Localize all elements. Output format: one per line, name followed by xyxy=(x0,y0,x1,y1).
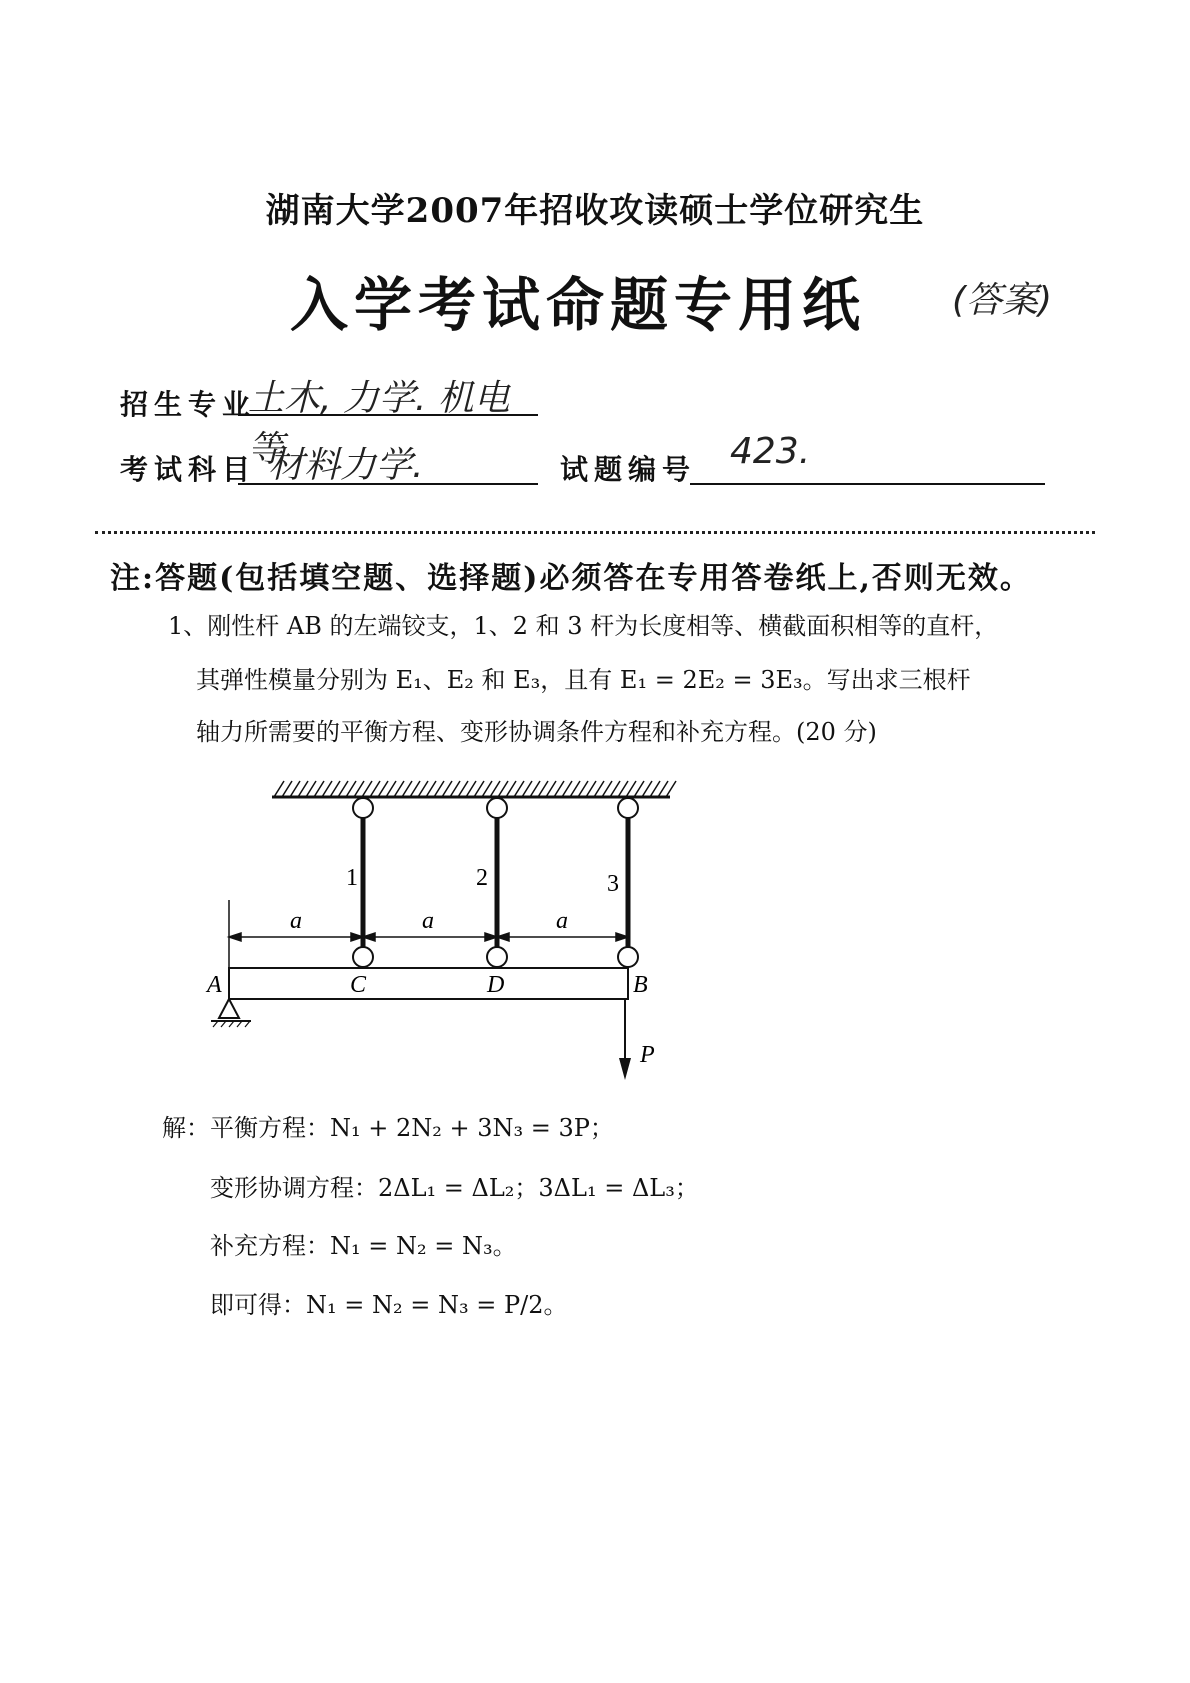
code-label: 试题编号 xyxy=(560,453,697,486)
ceiling-hatch-mark xyxy=(410,781,420,797)
ceiling-hatch-mark xyxy=(642,781,652,797)
ceiling-hatch-mark xyxy=(506,781,516,797)
spacing-label-2: a xyxy=(422,908,434,934)
ceiling-hatch-mark xyxy=(618,781,628,797)
load-label-p: P xyxy=(640,1042,655,1068)
rod-2 xyxy=(487,798,507,967)
ceiling-hatch-mark xyxy=(474,781,484,797)
ceiling-hatch-mark xyxy=(626,781,636,797)
solution-line-3: 补充方程：N₁ = N₂ = N₃。 xyxy=(210,1232,517,1260)
ceiling-hatch-mark xyxy=(282,781,292,797)
ceiling-hatch-mark xyxy=(306,781,316,797)
ceiling-hatch-mark xyxy=(466,781,476,797)
pin-support-a xyxy=(211,999,251,1027)
ceiling-hatch-mark xyxy=(450,781,460,797)
ceiling-hatch-mark xyxy=(498,781,508,797)
rod-label-1: 1 xyxy=(346,865,358,891)
ceiling-hatch-mark xyxy=(354,781,364,797)
ceiling-hatch-mark xyxy=(554,781,564,797)
ceiling-hatch-mark xyxy=(578,781,588,797)
ceiling-hatch-mark xyxy=(314,781,324,797)
question-line-3: 轴力所需要的平衡方程、变形协调条件方程和补充方程。(20 分) xyxy=(196,718,877,746)
spacing-label-1: a xyxy=(290,908,302,934)
ceiling-hatch-mark xyxy=(442,781,452,797)
rod-label-2: 2 xyxy=(476,865,488,891)
page-title-line2: 入学考试命题专用纸 xyxy=(290,271,867,339)
solution-line-4: 即可得：N₁ = N₂ = N₃ = P/2。 xyxy=(210,1291,568,1319)
ceiling-hatch-mark xyxy=(666,781,676,797)
ceiling-hatch-mark xyxy=(594,781,604,797)
ceiling-hatch-mark xyxy=(338,781,348,797)
question-line-2: 其弹性模量分别为 E₁、E₂ 和 E₃，且有 E₁ = 2E₂ = 3E₃。写出求三根杆 xyxy=(196,666,971,694)
ceiling-hatch-mark xyxy=(490,781,500,797)
rod-label-3: 3 xyxy=(607,871,619,897)
ceiling-hatch-mark xyxy=(570,781,580,797)
ceiling-hatch-mark xyxy=(586,781,596,797)
point-label-d: D xyxy=(487,972,505,998)
ceiling-hatch-mark xyxy=(602,781,612,797)
ceiling-hatch-mark xyxy=(610,781,620,797)
ceiling-hatch-mark xyxy=(346,781,356,797)
ceiling-hatch-mark xyxy=(402,781,412,797)
ceiling-hatch-mark xyxy=(530,781,540,797)
rigid-beam-ab xyxy=(229,968,628,999)
ceiling-hatch-mark xyxy=(322,781,332,797)
subject-label: 考试科目 xyxy=(120,453,257,486)
ceiling-hatch-mark xyxy=(386,781,396,797)
ceiling-hatch-mark xyxy=(538,781,548,797)
ceiling-hatch-mark xyxy=(562,781,572,797)
ceiling-hatch-mark xyxy=(362,781,372,797)
rod-3 xyxy=(618,798,638,967)
page-title-line1: 湖南大学2007年招收攻读硕士学位研究生 xyxy=(265,191,925,231)
ceiling-hatch-mark xyxy=(658,781,668,797)
ceiling-hatch-mark xyxy=(394,781,404,797)
ceiling-hatch-mark xyxy=(330,781,340,797)
ceiling-hatch-mark xyxy=(634,781,644,797)
load-arrow-p xyxy=(619,999,631,1080)
ceiling-support xyxy=(272,781,676,797)
ceiling-hatch-mark xyxy=(650,781,660,797)
major-label: 招生专业 xyxy=(120,388,257,421)
ceiling-hatch-mark xyxy=(426,781,436,797)
solution-line-2: 变形协调方程：2ΔL₁ = ΔL₂；3ΔL₁ = ΔL₃； xyxy=(210,1174,699,1202)
ceiling-hatch-mark xyxy=(458,781,468,797)
spacing-label-3: a xyxy=(556,908,568,934)
code-value: 423. xyxy=(730,431,811,472)
ceiling-hatch-mark xyxy=(522,781,532,797)
ceiling-hatch-mark xyxy=(514,781,524,797)
ceiling-hatch-mark xyxy=(274,781,284,797)
point-label-a: A xyxy=(207,972,222,998)
ceiling-hatch-mark xyxy=(546,781,556,797)
ceiling-hatch-mark xyxy=(482,781,492,797)
point-label-c: C xyxy=(350,972,367,998)
ceiling-hatch-mark xyxy=(290,781,300,797)
ceiling-hatch-mark xyxy=(378,781,388,797)
subject-value: 材料力学. xyxy=(268,445,424,486)
answer-notice: 注:答题(包括填空题、选择题)必须答在专用答卷纸上,否则无效。 xyxy=(110,561,1032,596)
point-label-b: B xyxy=(633,972,648,998)
solution-line-1: 解：平衡方程：N₁ + 2N₂ + 3N₃ = 3P； xyxy=(162,1114,614,1142)
ceiling-hatch-mark xyxy=(298,781,308,797)
question-line-1: 1、刚性杆 AB 的左端铰支，1、2 和 3 杆为长度相等、横截面积相等的直杆， xyxy=(168,612,999,640)
major-value: 土木, 力学. 机电等 xyxy=(248,378,510,470)
ceiling-hatch-mark xyxy=(370,781,380,797)
ceiling-hatch-mark xyxy=(418,781,428,797)
handwritten-answer-note: (答案) xyxy=(952,280,1053,321)
ceiling-hatch-mark xyxy=(434,781,444,797)
